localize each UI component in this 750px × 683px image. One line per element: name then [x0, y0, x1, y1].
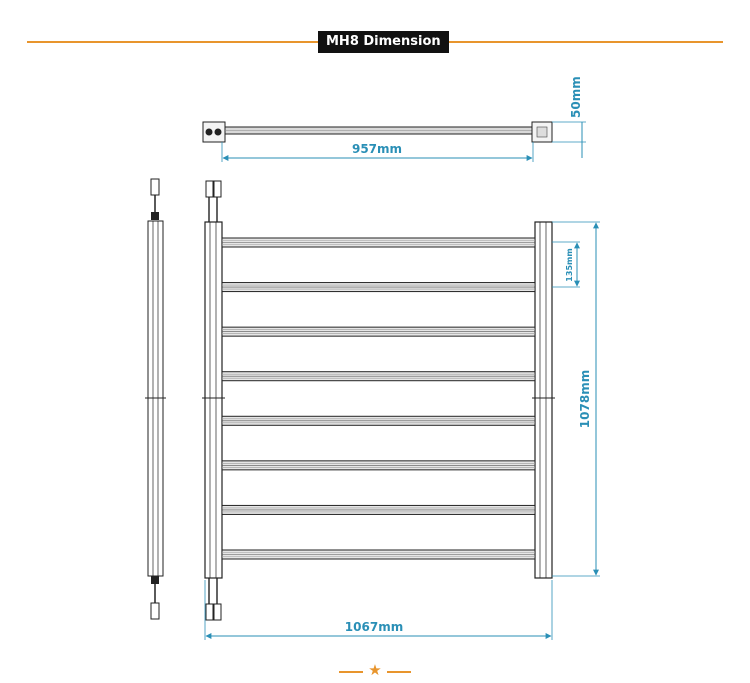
footer-ornament: [339, 663, 411, 679]
light-bar: [222, 416, 535, 425]
side-connector-bottom: [151, 603, 159, 619]
top-view: [203, 76, 586, 162]
connector-port-icon: [206, 129, 213, 136]
dim-label-total-width: 1067mm: [344, 620, 404, 634]
light-bar: [222, 461, 535, 470]
page-title: MH8 Dimension: [318, 31, 449, 53]
dim-label-bar-spacing: 135mm: [565, 248, 574, 282]
light-bar: [222, 238, 535, 247]
left-rail: [205, 222, 222, 578]
footer-line-left: [339, 671, 363, 673]
light-bar: [222, 550, 535, 559]
side-view: [145, 179, 166, 619]
dim-label-total-height: 1078mm: [578, 369, 592, 429]
connector-port-icon: [215, 129, 222, 136]
light-bar: [222, 372, 535, 381]
front-view: [202, 181, 555, 620]
light-bar: [222, 505, 535, 514]
light-bar: [222, 283, 535, 292]
light-bar: [222, 327, 535, 336]
right-rail: [535, 222, 552, 578]
dim-label-width-top: 957mm: [351, 142, 403, 156]
footer-line-right: [387, 671, 411, 673]
dim-label-height-side: 50mm: [569, 76, 583, 118]
star-icon: ★: [368, 661, 382, 679]
side-connector-top: [151, 179, 159, 195]
